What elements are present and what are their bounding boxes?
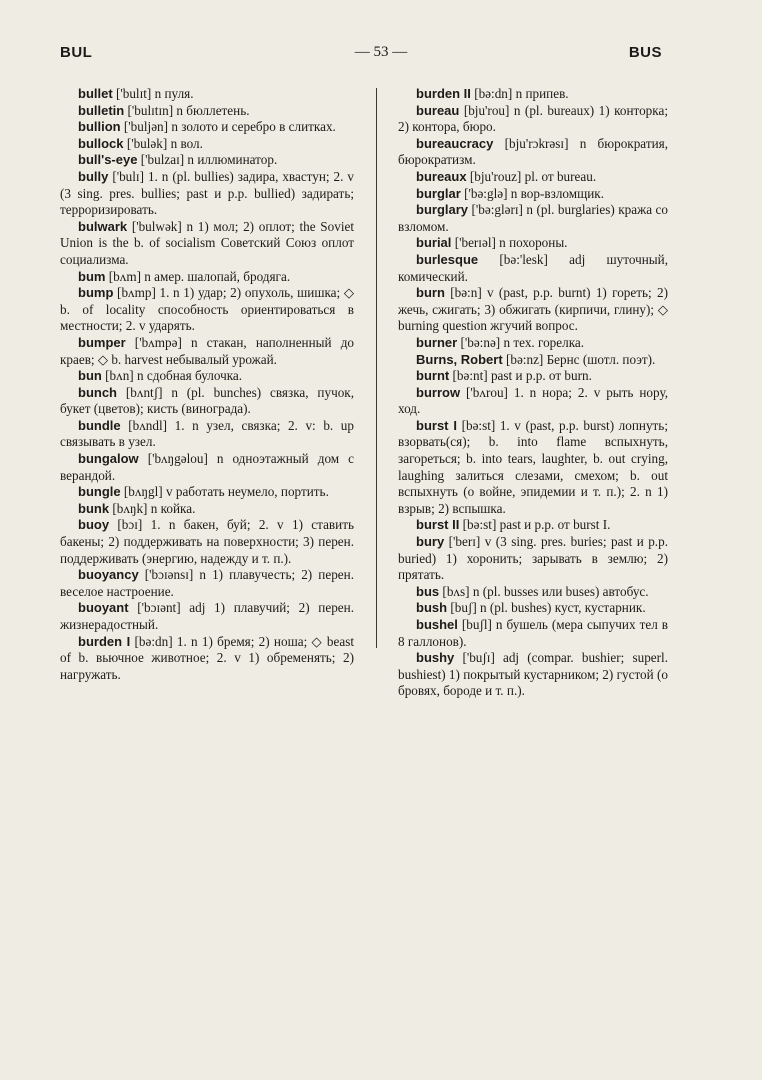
- entry-definition: ['bə:glərɪ] n (pl. burglaries) кража со взломом.: [398, 202, 668, 234]
- dictionary-entry: [60, 368, 354, 385]
- dictionary-entry: [60, 103, 354, 120]
- entry-definition: ['bulwək] n 1) мол; 2) оплот; the Soviet Union is the b. of socialism Советский Союз оплот социализма.: [60, 218, 355, 267]
- dictionary-entry: [60, 600, 354, 633]
- entry-definition: [bɔɪ] 1. n бакен, буй; 2. v 1) ставить бакены; 2) поддерживать на поверхности; 3) перен. поддерживать (энергию, надежду и т. п.).: [60, 517, 354, 566]
- dictionary-entry: [398, 86, 668, 103]
- entry-definition: [bə:st] past и p.p. от burst I.: [462, 517, 611, 533]
- entry-headword: bureaucracy: [416, 135, 494, 151]
- entry-definition: ['berɪ] v (3 sing. pres. buries; past и p.p. buried) 1) хоронить; зарывать в землю; 2) прятать.: [398, 534, 668, 583]
- left-column: [60, 86, 354, 683]
- entry-definition: [bʌndl] 1. n узел, связка; 2. v: b. up связывать в узел.: [60, 417, 354, 450]
- entry-definition: [bʌn] n сдобная булочка.: [105, 368, 243, 384]
- entry-headword: bumper: [78, 334, 126, 350]
- dictionary-entry: [60, 285, 354, 335]
- entry-headword: bulwark: [78, 218, 128, 234]
- entry-headword: bullet: [78, 86, 113, 101]
- dictionary-entry: [60, 451, 354, 484]
- dictionary-entry: [398, 169, 668, 186]
- dictionary-entry: [398, 600, 668, 617]
- entry-headword: bully: [78, 168, 109, 184]
- right-column: [398, 86, 668, 700]
- running-head-left: BUL: [60, 44, 93, 61]
- entry-headword: Burns, Robert: [416, 351, 503, 367]
- entry-definition: ['bʌrou] 1. n нора; 2. v рыть нору, ход.: [398, 384, 669, 417]
- entry-definition: [bʌmp] 1. n 1) удар; 2) опухоль, шишка; ◇ b. of locality способность ориентироваться в местности; 2. v ударять.: [60, 285, 354, 334]
- entry-definition: [bə:nt] past и p.p. от burn.: [452, 368, 592, 384]
- entry-definition: [bju'rou] n (pl. bureaux) 1) конторка; 2) контора, бюро.: [398, 102, 668, 135]
- dictionary-entry: [398, 136, 668, 169]
- dictionary-entry: [398, 186, 668, 203]
- entry-headword: burglar: [416, 185, 461, 201]
- entry-headword: bum: [78, 268, 106, 284]
- entry-definition: [bə:n] v (past, p.p. burnt) 1) гореть; 2) жечь, сжигать; 3) обжигать (кирпичи, глину); ◇ burning question жгучий вопрос.: [398, 285, 669, 334]
- dictionary-entry: [60, 634, 354, 684]
- dictionary-entry: [60, 119, 354, 136]
- entry-headword: bulletin: [78, 102, 125, 118]
- entry-headword: bury: [416, 534, 445, 550]
- entry-headword: buoy: [78, 517, 110, 533]
- dictionary-entry: [398, 202, 668, 235]
- entry-headword: burlesque: [416, 251, 479, 267]
- entry-headword: bull's-eye: [78, 152, 138, 168]
- entry-definition: [bə:st] 1. v (past, p.p. burst) лопнуть; взорвать(ся); b. into flame вспыхнуть, загореться; b. into tears, laughter, b. out crying, laughing залиться слезами, смехом; b. out вспыхнуть (о войне, эпидемии и т. п.); 2. n 1) взрыв; 2) вспышка.: [398, 417, 668, 516]
- running-head-right: BUS: [628, 44, 662, 61]
- entry-definition: ['buljən] n золото и серебро в слитках.: [123, 119, 336, 135]
- entry-definition: ['bulɪ] 1. n (pl. bullies) задира, хвастун; 2. v (3 sing. pres. bullies; past и p.p. bullied) задирать; терроризировать.: [60, 168, 354, 218]
- dictionary-entry: [398, 534, 668, 584]
- entry-definition: [bju'rɔkrəsɪ] n бюрократия, бюрократизм.: [398, 135, 668, 168]
- dictionary-entry: [398, 617, 668, 650]
- dictionary-entry: [398, 517, 668, 534]
- entry-definition: ['bulzaɪ] n иллюминатор.: [140, 152, 278, 168]
- dictionary-entry: [60, 501, 354, 518]
- dictionary-entry: [60, 269, 354, 286]
- entry-definition: [bʌŋk] n койка.: [112, 500, 196, 516]
- entry-headword: bungle: [78, 484, 121, 500]
- column-divider: [376, 88, 377, 648]
- entry-headword: bushy: [416, 650, 455, 666]
- dictionary-entry: [60, 484, 354, 501]
- entry-definition: [buʃ] n (pl. bushes) куст, кустарник.: [450, 600, 646, 616]
- entry-headword: bunch: [78, 384, 117, 400]
- entry-definition: ['bə:glə] n вор-взломщик.: [464, 185, 604, 201]
- entry-headword: burden I: [78, 633, 131, 649]
- dictionary-entry: [60, 169, 354, 219]
- dictionary-entry: [398, 335, 668, 352]
- entry-headword: burden II: [416, 86, 471, 101]
- entry-headword: bun: [78, 368, 102, 384]
- entry-definition: ['bulək] n вол.: [126, 135, 203, 151]
- entry-definition: [bʌŋgl] v работать неумело, портить.: [123, 484, 329, 500]
- entry-definition: [bə:dn] n припев.: [474, 86, 569, 101]
- entry-definition: [bju'rouz] pl. от bureau.: [469, 168, 597, 184]
- entry-headword: buoyancy: [78, 567, 139, 583]
- entry-definition: ['bʌŋgəlou] n одноэтажный дом с верандой.: [60, 451, 354, 483]
- entry-definition: ['berɪəl] n похороны.: [454, 235, 568, 251]
- entry-definition: ['bɔɪənsɪ] n 1) плавучесть; 2) перен. веселое настроение.: [60, 567, 354, 599]
- entry-definition: [bə:nz] Бернс (шотл. поэт).: [505, 351, 656, 367]
- entry-headword: bundle: [78, 417, 121, 433]
- entry-definition: [buʃl] n бушель (мера сыпучих тел в 8 галлонов).: [398, 617, 668, 649]
- entry-definition: [bʌm] n амер. шалопай, бродяга.: [108, 268, 291, 284]
- entry-definition: [bə:'lesk] adj шуточный, комический.: [398, 251, 668, 284]
- entry-headword: bushel: [416, 617, 458, 632]
- dictionary-entry: [398, 584, 668, 601]
- dictionary-entry: [60, 136, 354, 153]
- entry-headword: bureaux: [416, 168, 467, 184]
- entry-headword: bullion: [78, 119, 121, 135]
- entry-headword: buoyant: [78, 600, 129, 616]
- entry-definition: ['bulɪtɪn] n бюллетень.: [127, 102, 250, 118]
- entry-headword: burrow: [416, 384, 461, 400]
- dictionary-entry: [398, 235, 668, 252]
- entry-definition: ['bə:nə] n тех. горелка.: [460, 334, 585, 350]
- page-header: [0, 44, 762, 68]
- entry-headword: burner: [416, 334, 458, 350]
- dictionary-entry: [398, 650, 668, 700]
- entry-headword: bump: [78, 285, 114, 301]
- entry-definition: ['bɔɪənt] adj 1) плавучий; 2) перен. жизнерадостный.: [60, 600, 355, 632]
- page-number: — 53 —: [354, 44, 408, 60]
- entry-headword: burst I: [416, 417, 457, 433]
- entry-definition: [bʌs] n (pl. busses или buses) автобус.: [442, 583, 649, 599]
- entry-headword: bungalow: [78, 451, 139, 467]
- dictionary-entry: [60, 335, 354, 368]
- entry-definition: ['bulɪt] n пуля.: [115, 86, 194, 101]
- entry-headword: bunk: [78, 500, 110, 516]
- dictionary-entry: [60, 517, 354, 567]
- dictionary-entry: [60, 152, 354, 169]
- entry-definition: ['buʃɪ] adj (compar. bushier; superl. bushiest) 1) покрытый кустарником; 2) густой (о бровях, бороде и т. п.).: [398, 650, 669, 699]
- dictionary-entry: [398, 385, 668, 418]
- dictionary-entry: [398, 252, 668, 285]
- entry-headword: burst II: [416, 517, 460, 533]
- entry-headword: bureau: [416, 102, 460, 118]
- dictionary-entry: [398, 418, 668, 518]
- dictionary-entry: [398, 285, 668, 335]
- entry-definition: [bʌntʃ] n (pl. bunches) связка, пучок, букет (цветов); кисть (винограда).: [60, 384, 355, 417]
- dictionary-entry: [60, 567, 354, 600]
- entry-headword: burial: [416, 235, 452, 251]
- dictionary-entry: [398, 368, 668, 385]
- dictionary-entry: [60, 385, 354, 418]
- entry-headword: burglary: [416, 202, 469, 218]
- dictionary-entry: [398, 103, 668, 136]
- dictionary-entry: [60, 418, 354, 451]
- entry-headword: bush: [416, 600, 448, 616]
- dictionary-entry: [398, 352, 668, 369]
- entry-headword: burnt: [416, 368, 450, 384]
- entry-definition: ['bʌmpə] n стакан, наполненный до краев; ◇ b. harvest небывалый урожай.: [60, 334, 355, 367]
- entry-headword: bus: [416, 583, 440, 599]
- dictionary-entry: [60, 86, 354, 103]
- entry-definition: [bə:dn] 1. n 1) бремя; 2) ноша; ◇ beast of b. вьючное животное; 2. v 1) обременять; 2) нагружать.: [60, 633, 354, 682]
- entry-headword: burn: [416, 285, 445, 301]
- dictionary-entry: [60, 219, 354, 269]
- entry-headword: bullock: [78, 135, 124, 151]
